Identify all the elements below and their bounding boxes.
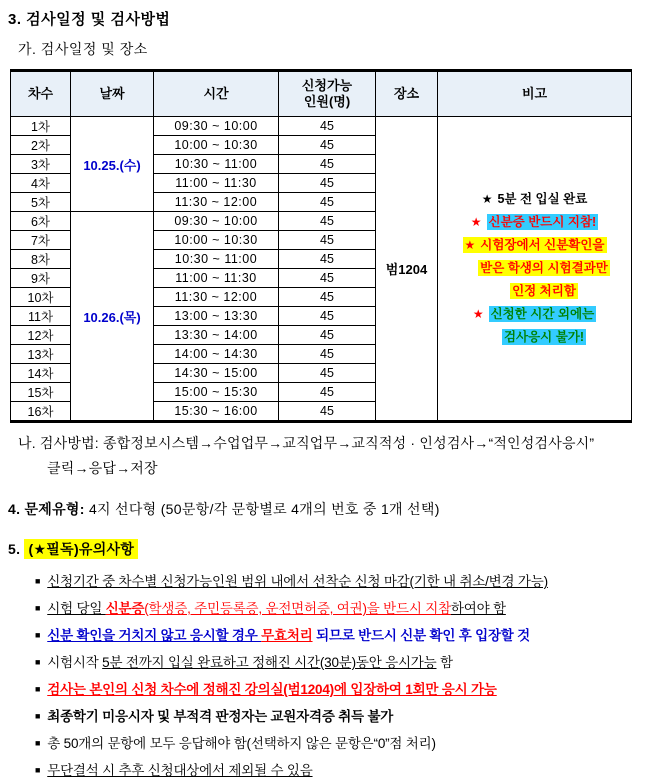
col-header-date: 날짜 xyxy=(71,71,154,117)
round-cell: 7차 xyxy=(11,231,71,250)
time-cell: 11:30 ~ 12:00 xyxy=(154,288,279,307)
red-star-icon: ★ xyxy=(470,215,482,229)
note-cell xyxy=(438,117,632,422)
capacity-cell: 45 xyxy=(279,402,376,422)
square-bullet-icon: ■ xyxy=(35,657,41,667)
section4-question-type xyxy=(8,499,641,519)
round-cell: 5차 xyxy=(11,193,71,212)
capacity-cell: 45 xyxy=(279,383,376,402)
time-cell: 15:30 ~ 16:00 xyxy=(154,402,279,422)
time-cell: 11:00 ~ 11:30 xyxy=(154,269,279,288)
capacity-cell: 45 xyxy=(279,326,376,345)
notice-item-absence: ■ 무단결석 시 추후 신청대상에서 제외될 수 있음 xyxy=(35,763,313,778)
time-cell: 13:30 ~ 14:00 xyxy=(154,326,279,345)
round-cell: 1차 xyxy=(11,117,71,136)
section5-number: 5. xyxy=(8,541,21,557)
time-cell: 13:00 ~ 13:30 xyxy=(154,307,279,326)
col-header-round: 차수 xyxy=(11,71,71,117)
table-row xyxy=(11,117,632,136)
col-header-place: 장소 xyxy=(376,71,438,117)
red-star-icon: ★ xyxy=(472,307,484,321)
capacity-cell: 45 xyxy=(279,250,376,269)
time-cell: 10:30 ~ 11:00 xyxy=(154,155,279,174)
square-bullet-icon: ■ xyxy=(35,738,41,748)
round-cell: 15차 xyxy=(11,383,71,402)
time-cell: 15:00 ~ 15:30 xyxy=(154,383,279,402)
capacity-cell: 45 xyxy=(279,288,376,307)
capacity-cell: 45 xyxy=(279,307,376,326)
capacity-cell: 45 xyxy=(279,155,376,174)
square-bullet-icon: ■ xyxy=(35,765,41,775)
time-cell: 14:30 ~ 15:00 xyxy=(154,364,279,383)
round-cell: 11차 xyxy=(11,307,71,326)
square-bullet-icon: ■ xyxy=(35,711,41,721)
col-header-note: 비고 xyxy=(438,71,632,117)
round-cell: 8차 xyxy=(11,250,71,269)
place-cell: 범1204 xyxy=(376,117,438,422)
capacity-cell: 45 xyxy=(279,364,376,383)
notice-item-deadline: ■ 신청기간 중 차수별 신청가능인원 범위 내에서 선착순 신청 마감(기한 내 취소/변경 가능) xyxy=(35,574,548,589)
capacity-cell: 45 xyxy=(279,212,376,231)
time-cell: 11:00 ~ 11:30 xyxy=(154,174,279,193)
note-line-id-check-1: ★ 시험장에서 신분확인을 xyxy=(464,238,605,252)
notice-item-id-bring: ■ 시험 당일 신분증(학생증, 주민등록증, 운전면허증, 여권)을 반드시 지참하여야 함 xyxy=(35,601,506,616)
time-cell: 14:00 ~ 14:30 xyxy=(154,345,279,364)
capacity-cell: 45 xyxy=(279,345,376,364)
round-cell: 2차 xyxy=(11,136,71,155)
notice-item-one-attempt: ■ 검사는 본인의 신청 차수에 정해진 강의실(범1204)에 입장하여 1회만 응시 가능 xyxy=(35,682,497,697)
capacity-cell: 45 xyxy=(279,231,376,250)
section4-text: 4지 선다형 (50문항/각 문항별로 4개의 번호 중 1개 선택) xyxy=(88,501,440,517)
capacity-cell: 45 xyxy=(279,174,376,193)
time-cell: 10:00 ~ 10:30 xyxy=(154,136,279,155)
capacity-cell: 45 xyxy=(279,193,376,212)
section5-heading xyxy=(8,539,641,559)
round-cell: 12차 xyxy=(11,326,71,345)
capacity-cell: 45 xyxy=(279,117,376,136)
red-star-icon: ★ xyxy=(464,238,476,252)
round-cell: 6차 xyxy=(11,212,71,231)
time-cell: 09:30 ~ 10:00 xyxy=(154,212,279,231)
col-header-time: 시간 xyxy=(154,71,279,117)
time-cell: 11:30 ~ 12:00 xyxy=(154,193,279,212)
round-cell: 13차 xyxy=(11,345,71,364)
document-page xyxy=(0,8,641,776)
round-cell: 16차 xyxy=(11,402,71,422)
time-cell: 10:30 ~ 11:00 xyxy=(154,250,279,269)
round-cell: 10차 xyxy=(11,288,71,307)
black-star-icon: ★ xyxy=(481,192,493,206)
date-cell-oct25: 10.25.(수) xyxy=(71,117,154,212)
section5-title-highlight: (★필독)유의사항 xyxy=(24,539,138,559)
square-bullet-icon: ■ xyxy=(35,576,41,586)
notice-item-answer-all: ■ 총 50개의 문항에 모두 응답해야 함(선택하지 않은 문항은“0”점 처리) xyxy=(35,736,436,751)
round-cell: 4차 xyxy=(11,174,71,193)
date-cell-oct26: 10.26.(목) xyxy=(71,212,154,422)
notice-item-arrival-time: ■ 시험시작 5분 전까지 입실 완료하고 정해진 시간(30분)동안 응시가능 함 xyxy=(35,655,453,670)
col-header-capacity xyxy=(279,71,376,117)
notice-item-certificate: ■ 최종학기 미응시자 및 부적격 판정자는 교원자격증 취득 불가 xyxy=(35,709,394,724)
exam-schedule-table xyxy=(10,69,632,423)
col-header-capacity-line1: 신청가능 xyxy=(301,77,353,93)
square-bullet-icon: ■ xyxy=(35,630,41,640)
round-cell: 9차 xyxy=(11,269,71,288)
subsection-ga-heading: 가. 검사일정 및 장소 xyxy=(18,41,148,57)
round-cell: 3차 xyxy=(11,155,71,174)
notice-list xyxy=(0,568,641,784)
notice-item-id-check: ■ 신분 확인을 거치지 않고 응시할 경우 무효처리 되므로 반드시 신분 확인 후 입장할 것 xyxy=(35,628,531,643)
note-line-time-only-1: ★ 신청한 시간 외에는 xyxy=(472,307,595,321)
time-cell: 10:00 ~ 10:30 xyxy=(154,231,279,250)
capacity-cell: 45 xyxy=(279,269,376,288)
note-line-id-check-3: 인정 처리함 xyxy=(512,284,576,298)
note-line-arrival: ★ 5분 전 입실 완료 xyxy=(481,192,588,206)
square-bullet-icon: ■ xyxy=(35,684,41,694)
time-cell: 09:30 ~ 10:00 xyxy=(154,117,279,136)
section3-heading: 3. 검사일정 및 검사방법 xyxy=(8,11,171,28)
note-line-id-required: ★ 신분증 반드시 지참! xyxy=(470,215,597,229)
note-line-time-only-2: 검사응시 불가! xyxy=(503,330,585,344)
round-cell: 14차 xyxy=(11,364,71,383)
method-line2: 클릭→응답→저장 xyxy=(47,460,158,476)
note-line-id-check-2: 받은 학생의 시험결과만 xyxy=(480,261,608,275)
table-header-row xyxy=(11,71,632,117)
col-header-capacity-line2: 인원(명) xyxy=(303,94,351,109)
capacity-cell: 45 xyxy=(279,136,376,155)
square-bullet-icon: ■ xyxy=(35,603,41,613)
section4-label: 4. 문제유형: xyxy=(8,501,85,517)
subsection-na-method xyxy=(0,431,647,481)
method-line1: 나. 검사방법: 종합정보시스템→수업업무→교직업무→교직적성 · 인성검사→“적인성검사응시” xyxy=(18,435,595,451)
